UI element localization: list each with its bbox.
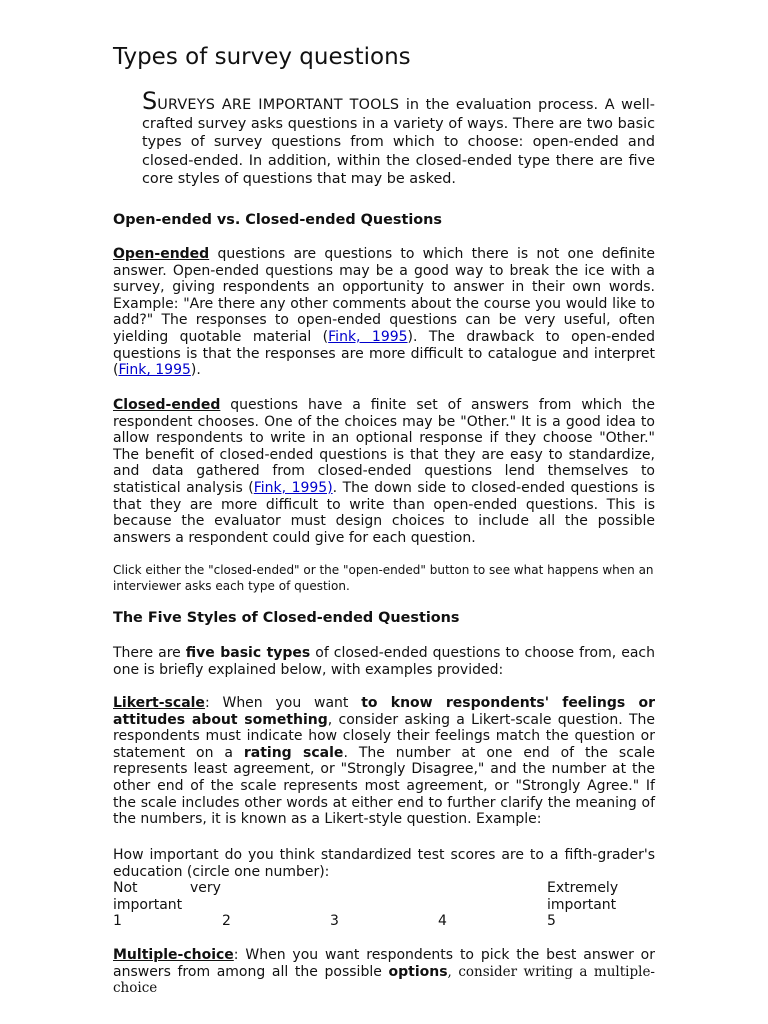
scale-number-1: 1 [113,913,122,929]
five-types-post: of closed-ended questions to choose from, each one is briefly explained below, with examples provided: [113,645,655,678]
closed-ended-text-2: . The down side to closed-ended questions is that they are more difficult to write than open-ended questions. This is because the evaluator must design choices to include all the possible answers a respondent could give for each question. [113,479,655,546]
likert-text-3: . The number at one end of the scale represents least agreement, or "Strongly Disagree," and the number at the other end of the scale represents most agreement, or "Strongly Agree." If the scale includes other words at either end to further clarify the meaning of the numbers, it is known as a Likert-style question. Example: [113,744,656,828]
open-ended-term: Open-ended [113,246,210,262]
scale-right-label-line1: Extremely [547,880,619,896]
heading-open-vs-closed: Open-ended vs. Closed-ended Questions [113,212,442,228]
multiple-choice-bold: options [388,963,448,980]
scale-number-3: 3 [330,913,339,929]
citation-link[interactable]: Fink, 1995 [118,362,191,379]
multiple-choice-text-1: : When you want respondents to pick the best answer or answers from among all the possible [113,947,655,980]
likert-bold-1: to know respondents' feelings or attitudes about something [113,695,655,728]
click-note: Click either the "closed-ended" or the "open-ended" button to see what happens when an interviewer asks each type of question. [113,563,654,593]
example-question: How important do you think standardized test scores are to a fifth-grader's education (circle one number): [113,847,655,880]
scale-number-4: 4 [438,913,447,929]
multiple-choice-term: Multiple-choice [113,947,234,963]
closed-ended-text-1: questions have a finite set of answers from which the respondent chooses. One of the choices may be "Other." It is a good idea to allow respondents to write in an optional response if they choose "Other." The benefit of closed-ended questions is that they are easy to standardize, and data gathered from closed-ended questions lend themselves to statistical analysis ( [113,397,655,496]
scale-left-label-line2: important [113,897,183,913]
drop-cap: S [142,87,158,115]
likert-text-2: , consider asking a Likert-scale question. The respondents must indicate how closely their feelings match the question or statement on a [113,711,655,761]
multiple-choice-paragraph [113,947,655,997]
five-types-intro [113,645,655,678]
citation-link[interactable]: Fink, 1995 [328,328,408,345]
closed-ended-paragraph [113,397,655,546]
heading-five-styles: The Five Styles of Closed-ended Questions [113,610,460,626]
scale-number-2: 2 [222,913,231,929]
open-ended-paragraph [113,246,655,379]
citation-link[interactable]: Fink, 1995) [253,479,333,496]
likert-paragraph [113,695,655,828]
scale-right-label-line2: important [547,897,617,913]
scale-left-label-line1: Not [113,880,138,896]
open-ended-text-3: ). [190,362,201,379]
five-types-pre: There are [113,645,186,661]
open-ended-text-1: questions are questions to which there is not one definite answer. Open-ended questions may be a good way to break the ice with a survey, giving respondents an opportunity to answer in their own words. Example: "Are there any other comments about the course you would like to add?" The responses to open-ended questions can be very useful, often yielding quotable material ( [113,246,655,345]
closed-ended-term: Closed-ended [113,397,221,413]
intro-text: in the evaluation process. A well-crafted survey asks questions in a variety of ways. There are two basic types of survey questions from which to choose: open-ended and closed-ended. In addition, within the closed-ended type there are five core styles of questions that may be asked. [142,97,655,187]
five-types-bold: five basic types [185,645,311,661]
intro-small-caps: URVEYS ARE IMPORTANT TOOLS [157,97,400,113]
intro-paragraph [142,87,655,189]
page-title: Types of survey questions [113,44,411,70]
multiple-choice-text-2: , consider writing a multiple-choice [113,963,655,997]
open-ended-text-2: ). The drawback to open-ended questions is that the responses are more difficult to catalogue and interpret ( [113,328,656,379]
likert-term: Likert-scale [113,695,205,711]
scale-number-5: 5 [547,913,556,929]
scale-left-label-mid: very [190,880,221,896]
likert-text-1: : When you want [204,695,362,711]
likert-bold-2: rating scale [243,744,344,761]
